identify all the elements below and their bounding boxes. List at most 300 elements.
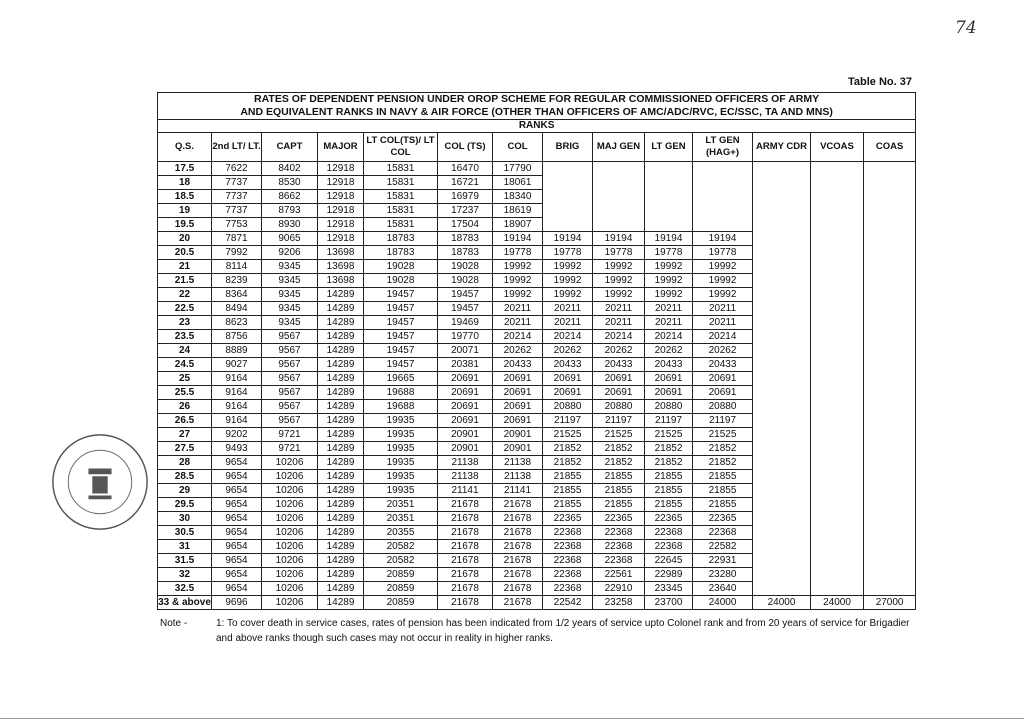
pension-cell: [864, 484, 916, 498]
table-row: [158, 526, 916, 540]
pension-cell: 10206: [262, 484, 318, 498]
pension-cell: 16470: [438, 162, 493, 176]
ministry-stamp: [50, 432, 150, 532]
pension-cell: 14289: [318, 428, 364, 442]
pension-cell: 8402: [262, 162, 318, 176]
column-header: 2nd LT/ LT.: [212, 133, 262, 162]
pension-cell: 20211: [593, 302, 645, 316]
pension-cell: 19028: [438, 260, 493, 274]
pension-cell: [811, 386, 864, 400]
pension-cell: 20262: [593, 344, 645, 358]
pension-cell: 21197: [543, 414, 593, 428]
pension-cell: 20211: [543, 302, 593, 316]
pension-cell: 17790: [493, 162, 543, 176]
pension-cell: 19457: [438, 288, 493, 302]
pension-cell: 10206: [262, 526, 318, 540]
pension-cell: 24000: [693, 596, 753, 610]
qualifying-service-cell: 17.5: [158, 162, 212, 176]
pension-cell: [753, 428, 811, 442]
table-row: [158, 428, 916, 442]
table-row: [158, 288, 916, 302]
table-row: [158, 568, 916, 582]
table-row: [158, 498, 916, 512]
pension-cell: [811, 274, 864, 288]
column-header: COAS: [864, 133, 916, 162]
pension-cell: [811, 232, 864, 246]
pension-cell: 9567: [262, 400, 318, 414]
pension-cell: 7737: [212, 176, 262, 190]
pension-cell: 8494: [212, 302, 262, 316]
pension-cell: 19665: [364, 372, 438, 386]
pension-cell: 19935: [364, 456, 438, 470]
pension-cell: 20691: [493, 400, 543, 414]
pension-cell: 21855: [543, 498, 593, 512]
pension-cell: 22368: [693, 526, 753, 540]
pension-cell: 14289: [318, 596, 364, 610]
pension-cell: 16721: [438, 176, 493, 190]
qualifying-service-cell: 27: [158, 428, 212, 442]
pension-cell: 21678: [493, 554, 543, 568]
pension-cell: 20262: [693, 344, 753, 358]
pension-cell: 18340: [493, 190, 543, 204]
pension-cell: [593, 218, 645, 232]
pension-cell: 21678: [438, 554, 493, 568]
pension-cell: 19194: [645, 232, 693, 246]
pension-cell: [811, 162, 864, 176]
pension-cell: 20351: [364, 498, 438, 512]
pension-cell: 19992: [593, 288, 645, 302]
pension-cell: 22931: [693, 554, 753, 568]
pension-cell: [645, 204, 693, 218]
pension-cell: 19992: [645, 288, 693, 302]
column-header-row: [158, 133, 916, 162]
pension-cell: 19992: [593, 260, 645, 274]
pension-cell: [753, 232, 811, 246]
pension-cell: 20433: [493, 358, 543, 372]
pension-cell: 20211: [645, 316, 693, 330]
pension-cell: 22582: [693, 540, 753, 554]
pension-cell: [864, 358, 916, 372]
pension-cell: [811, 512, 864, 526]
pension-cell: 10206: [262, 568, 318, 582]
pension-cell: [864, 330, 916, 344]
pension-cell: [645, 176, 693, 190]
pension-cell: [811, 456, 864, 470]
pension-cell: 19992: [693, 288, 753, 302]
pension-cell: [864, 176, 916, 190]
qualifying-service-cell: 19.5: [158, 218, 212, 232]
pension-cell: [864, 232, 916, 246]
pension-cell: 20691: [493, 414, 543, 428]
pension-cell: 20691: [438, 400, 493, 414]
pension-cell: 19770: [438, 330, 493, 344]
pension-cell: 19457: [364, 330, 438, 344]
pension-cell: 20433: [593, 358, 645, 372]
table-row: [158, 358, 916, 372]
pension-cell: 21197: [645, 414, 693, 428]
pension-cell: 19992: [493, 288, 543, 302]
table-row: [158, 414, 916, 428]
pension-cell: 21678: [493, 540, 543, 554]
pension-cell: 9027: [212, 358, 262, 372]
pension-cell: 9567: [262, 358, 318, 372]
pension-cell: 21141: [438, 484, 493, 498]
pension-cell: 21855: [593, 484, 645, 498]
pension-cell: 14289: [318, 288, 364, 302]
column-header: COL (TS): [438, 133, 493, 162]
pension-cell: 21852: [593, 442, 645, 456]
pension-cell: 9164: [212, 372, 262, 386]
pension-cell: 8662: [262, 190, 318, 204]
pension-cell: 21855: [693, 470, 753, 484]
pension-cell: [753, 484, 811, 498]
pension-cell: [864, 260, 916, 274]
pension-cell: 22645: [645, 554, 693, 568]
pension-cell: [864, 288, 916, 302]
pension-cell: 19992: [543, 274, 593, 288]
pension-cell: 21138: [493, 456, 543, 470]
ranks-header: RANKS: [158, 120, 916, 133]
pension-cell: [593, 176, 645, 190]
qualifying-service-cell: 27.5: [158, 442, 212, 456]
pension-cell: [753, 456, 811, 470]
pension-cell: 20381: [438, 358, 493, 372]
table-row: [158, 372, 916, 386]
pension-cell: 7737: [212, 190, 262, 204]
pension-cell: 21138: [438, 470, 493, 484]
pension-cell: [753, 176, 811, 190]
pension-cell: 8239: [212, 274, 262, 288]
note-label: Note -: [160, 618, 188, 629]
pension-cell: [811, 176, 864, 190]
pension-cell: 20211: [493, 316, 543, 330]
qualifying-service-cell: 25.5: [158, 386, 212, 400]
pension-cell: 19028: [438, 274, 493, 288]
pension-cell: 15831: [364, 218, 438, 232]
qualifying-service-cell: 32.5: [158, 582, 212, 596]
pension-cell: 19935: [364, 414, 438, 428]
pension-cell: 19992: [645, 274, 693, 288]
pension-cell: [864, 190, 916, 204]
pension-cell: 19778: [693, 246, 753, 260]
pension-cell: 10206: [262, 554, 318, 568]
pension-cell: 20582: [364, 540, 438, 554]
pension-cell: 14289: [318, 470, 364, 484]
pension-cell: 18783: [364, 246, 438, 260]
pension-cell: 19778: [493, 246, 543, 260]
pension-cell: 27000: [864, 596, 916, 610]
table-row: [158, 302, 916, 316]
pension-cell: 18907: [493, 218, 543, 232]
pension-cell: 19688: [364, 386, 438, 400]
pension-cell: 19457: [364, 344, 438, 358]
qualifying-service-cell: 29: [158, 484, 212, 498]
pension-cell: 9654: [212, 568, 262, 582]
qualifying-service-cell: 23.5: [158, 330, 212, 344]
pension-cell: 12918: [318, 204, 364, 218]
pension-cell: 22368: [543, 540, 593, 554]
pension-cell: 8889: [212, 344, 262, 358]
pension-cell: 20691: [645, 386, 693, 400]
pension-cell: 22365: [543, 512, 593, 526]
pension-cell: 21138: [438, 456, 493, 470]
pension-cell: [811, 218, 864, 232]
pension-cell: 21525: [693, 428, 753, 442]
pension-cell: 12918: [318, 190, 364, 204]
table-row: [158, 386, 916, 400]
pension-cell: 12918: [318, 218, 364, 232]
pension-cell: [753, 400, 811, 414]
table-row: [158, 596, 916, 610]
pension-cell: 8530: [262, 176, 318, 190]
table-row: [158, 246, 916, 260]
column-header: LT GEN (HAG+): [693, 133, 753, 162]
page-bottom-line: [0, 718, 1024, 719]
pension-cell: 9202: [212, 428, 262, 442]
pension-cell: [864, 582, 916, 596]
pension-cell: 20351: [364, 512, 438, 526]
qualifying-service-cell: 30.5: [158, 526, 212, 540]
pension-cell: [693, 190, 753, 204]
column-header: ARMY CDR: [753, 133, 811, 162]
pension-cell: [811, 288, 864, 302]
pension-cell: [753, 442, 811, 456]
pension-cell: 22910: [593, 582, 645, 596]
pension-cell: 9654: [212, 512, 262, 526]
table-title-line2: AND EQUIVALENT RANKS IN NAVY & AIR FORCE (OTHER THAN OFFICERS OF AMC/ADC/RVC, EC/SSC, TA AND MNS): [158, 106, 916, 120]
pension-cell: 21855: [543, 484, 593, 498]
pension-cell: [693, 176, 753, 190]
pension-cell: 12918: [318, 162, 364, 176]
note-text: 1: To cover death in service cases, rates of pension has been indicated from 1/2 years of service upto Colonel rank and from 20 years of service for Brigadier and above ranks though such cases may not occur in reality in higher ranks.: [216, 618, 910, 644]
pension-cell: 22542: [543, 596, 593, 610]
pension-cell: 21855: [693, 498, 753, 512]
qualifying-service-cell: 20: [158, 232, 212, 246]
pension-cell: 14289: [318, 554, 364, 568]
pension-cell: 10206: [262, 582, 318, 596]
pension-cell: 18783: [364, 232, 438, 246]
pension-cell: 21855: [645, 498, 693, 512]
pension-cell: 14289: [318, 302, 364, 316]
pension-cell: 20901: [438, 428, 493, 442]
pension-cell: [543, 190, 593, 204]
pension-cell: 16979: [438, 190, 493, 204]
pension-cell: 9065: [262, 232, 318, 246]
pension-cell: 7871: [212, 232, 262, 246]
table-row: [158, 176, 916, 190]
pension-cell: [753, 554, 811, 568]
pension-cell: 20859: [364, 568, 438, 582]
pension-cell: [811, 204, 864, 218]
pension-cell: 9654: [212, 540, 262, 554]
pension-cell: [811, 330, 864, 344]
pension-cell: 19778: [543, 246, 593, 260]
pension-cell: 21525: [593, 428, 645, 442]
pension-cell: [864, 302, 916, 316]
table-row: [158, 456, 916, 470]
column-header: COL: [493, 133, 543, 162]
pension-cell: 19457: [364, 358, 438, 372]
qualifying-service-cell: 21.5: [158, 274, 212, 288]
pension-cell: 20214: [645, 330, 693, 344]
pension-cell: 7622: [212, 162, 262, 176]
pension-cell: [864, 162, 916, 176]
pension-cell: 20355: [364, 526, 438, 540]
pension-cell: [811, 582, 864, 596]
pension-cell: 21678: [493, 596, 543, 610]
table-row: [158, 218, 916, 232]
pension-cell: [693, 218, 753, 232]
pension-cell: 19194: [593, 232, 645, 246]
pension-cell: [753, 162, 811, 176]
qualifying-service-cell: 29.5: [158, 498, 212, 512]
pension-cell: 20691: [543, 372, 593, 386]
pension-cell: [811, 400, 864, 414]
pension-cell: 20691: [493, 372, 543, 386]
pension-cell: 10206: [262, 470, 318, 484]
pension-cell: [864, 498, 916, 512]
column-header: LT GEN: [645, 133, 693, 162]
pension-cell: [753, 344, 811, 358]
pension-cell: 21678: [438, 526, 493, 540]
pension-cell: 20211: [693, 316, 753, 330]
pension-cell: 19457: [438, 302, 493, 316]
column-header: MAJ GEN: [593, 133, 645, 162]
pension-cell: [864, 414, 916, 428]
pension-cell: [753, 302, 811, 316]
pension-cell: 20433: [645, 358, 693, 372]
column-header: MAJOR: [318, 133, 364, 162]
pension-cell: 9654: [212, 526, 262, 540]
pension-cell: [645, 190, 693, 204]
pension-cell: 21852: [645, 442, 693, 456]
pension-cell: [811, 428, 864, 442]
pension-cell: 14289: [318, 540, 364, 554]
pension-cell: [811, 568, 864, 582]
table-row: [158, 190, 916, 204]
pension-cell: [593, 162, 645, 176]
pension-cell: 19935: [364, 484, 438, 498]
pension-cell: 8114: [212, 260, 262, 274]
pension-cell: [753, 414, 811, 428]
pension-cell: 9654: [212, 470, 262, 484]
qualifying-service-cell: 18.5: [158, 190, 212, 204]
pension-cell: [864, 316, 916, 330]
pension-cell: 10206: [262, 540, 318, 554]
pension-cell: [543, 162, 593, 176]
pension-cell: 19778: [645, 246, 693, 260]
pension-cell: 9567: [262, 386, 318, 400]
pension-cell: 20691: [593, 386, 645, 400]
pension-cell: [645, 162, 693, 176]
pension-cell: 22368: [645, 526, 693, 540]
pension-cell: 9164: [212, 400, 262, 414]
pension-cell: 20211: [645, 302, 693, 316]
pension-cell: 13698: [318, 246, 364, 260]
pension-cell: 23640: [693, 582, 753, 596]
table-row: [158, 582, 916, 596]
pension-cell: [753, 526, 811, 540]
qualifying-service-cell: 23: [158, 316, 212, 330]
pension-cell: 12918: [318, 232, 364, 246]
pension-cell: [753, 274, 811, 288]
pension-cell: 21852: [593, 456, 645, 470]
pension-cell: [753, 288, 811, 302]
pension-cell: 15831: [364, 204, 438, 218]
pension-cell: [753, 498, 811, 512]
pension-cell: 20211: [593, 316, 645, 330]
pension-cell: 9654: [212, 554, 262, 568]
pension-cell: 21855: [645, 470, 693, 484]
pension-cell: 20880: [593, 400, 645, 414]
pension-cell: 20880: [645, 400, 693, 414]
pension-cell: 21197: [593, 414, 645, 428]
pension-cell: 21852: [693, 456, 753, 470]
pension-cell: 18061: [493, 176, 543, 190]
pension-cell: 20214: [493, 330, 543, 344]
pension-cell: 20691: [693, 372, 753, 386]
qualifying-service-cell: 25: [158, 372, 212, 386]
pension-cell: 23258: [593, 596, 645, 610]
pension-cell: 9696: [212, 596, 262, 610]
pension-cell: 21678: [493, 526, 543, 540]
pension-cell: 8756: [212, 330, 262, 344]
pension-cell: [811, 470, 864, 484]
pension-cell: [864, 568, 916, 582]
pension-cell: [864, 344, 916, 358]
pension-cell: 19992: [493, 260, 543, 274]
table-row: [158, 204, 916, 218]
pension-cell: 20859: [364, 596, 438, 610]
pension-cell: 22368: [543, 554, 593, 568]
pension-cell: 19469: [438, 316, 493, 330]
pension-cell: 19992: [543, 288, 593, 302]
pension-cell: [753, 540, 811, 554]
pension-cell: 20859: [364, 582, 438, 596]
pension-cell: 9345: [262, 260, 318, 274]
pension-cell: 13698: [318, 260, 364, 274]
pension-cell: 22365: [645, 512, 693, 526]
pension-cell: [753, 260, 811, 274]
pension-cell: 19194: [493, 232, 543, 246]
pension-cell: 15831: [364, 176, 438, 190]
pension-cell: 17504: [438, 218, 493, 232]
qualifying-service-cell: 22: [158, 288, 212, 302]
pension-cell: 21678: [493, 568, 543, 582]
pension-cell: 19992: [645, 260, 693, 274]
pension-cell: 19935: [364, 470, 438, 484]
table-row: [158, 260, 916, 274]
pension-cell: 19028: [364, 260, 438, 274]
qualifying-service-cell: 19: [158, 204, 212, 218]
pension-cell: 14289: [318, 372, 364, 386]
pension-cell: 22368: [543, 582, 593, 596]
pension-cell: [864, 512, 916, 526]
pension-cell: [543, 176, 593, 190]
pension-cell: 21678: [438, 582, 493, 596]
table-row: [158, 554, 916, 568]
pension-cell: 9206: [262, 246, 318, 260]
pension-cell: 20691: [438, 372, 493, 386]
qualifying-service-cell: 28: [158, 456, 212, 470]
pension-cell: [864, 246, 916, 260]
pension-cell: [811, 498, 864, 512]
pension-cell: 21678: [438, 540, 493, 554]
table-row: [158, 400, 916, 414]
pension-cell: 9654: [212, 498, 262, 512]
pension-cell: 15831: [364, 190, 438, 204]
pension-cell: 20691: [693, 386, 753, 400]
